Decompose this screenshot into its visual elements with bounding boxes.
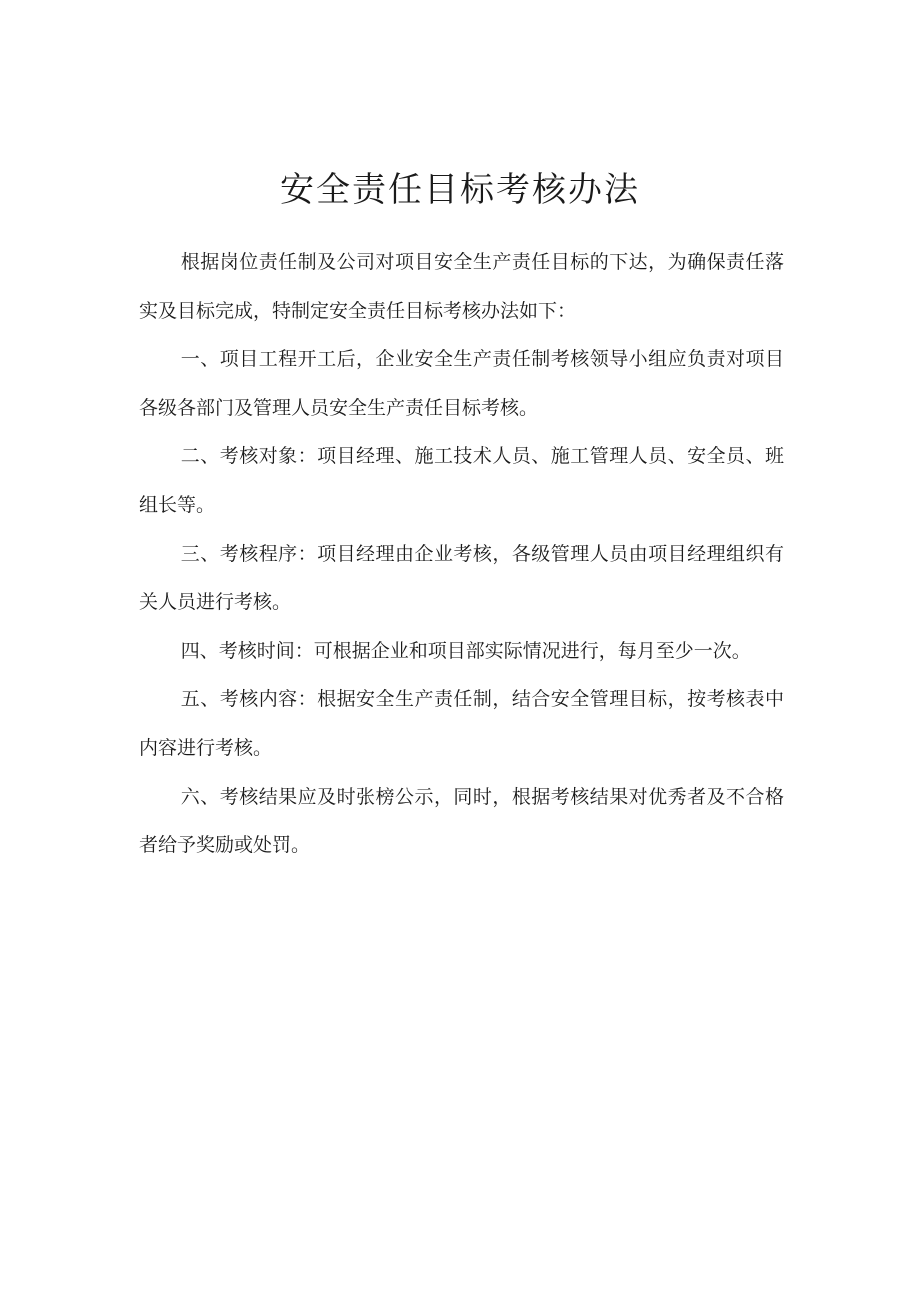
paragraph-item-5: 五、考核内容：根据安全生产责任制，结合安全管理目标，按考核表中内容进行考核。 [139,688,784,759]
paragraph-item-6: 六、考核结果应及时张榜公示，同时，根据考核结果对优秀者及不合格者给予奖励或处罚。 [139,785,784,857]
paragraph-item-3: 三、考核程序：项目经理由企业考核，各级管理人员由项目经理组织有关人员进行考核。 [139,542,784,614]
document-title: 安全责任目标考核办法 [280,170,640,210]
paragraph-item-2: 二、考核对象：项目经理、施工技术人员、施工管理人员、安全员、班组长等。 [139,445,784,516]
paragraph-item-4: 四、考核时间：可根据企业和项目部实际情况进行，每月至少一次。 [180,639,751,662]
document-body [139,238,784,870]
paragraph-intro: 根据岗位责任制及公司对项目安全生产责任目标的下达，为确保责任落实及目标完成，特制定安全责任目标考核办法如下： [139,251,784,322]
paragraph-item-1: 一、项目工程开工后，企业安全生产责任制考核领导小组应负责对项目各级各部门及管理人员安全生产责任目标考核。 [139,348,784,419]
